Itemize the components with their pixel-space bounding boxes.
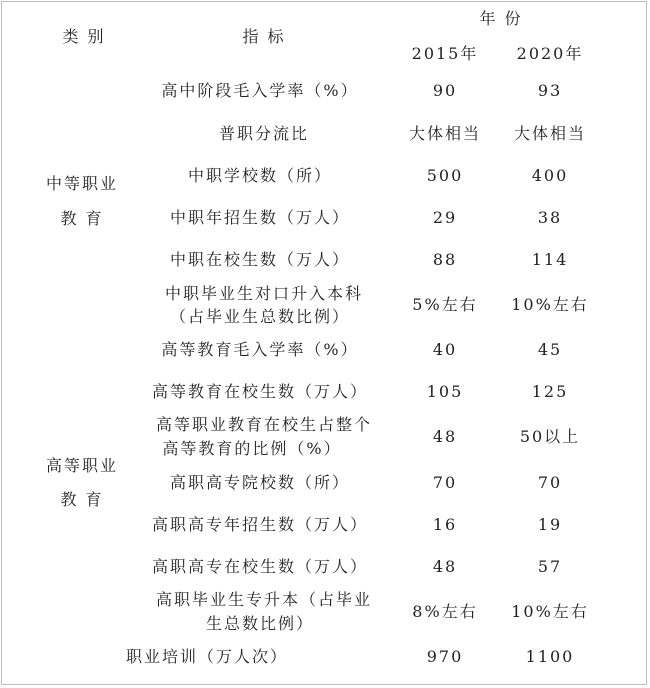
group-label-secondary-line1: 中等职业 [45,174,119,193]
row-value-2015: 48 [432,427,458,446]
row-value-2015: 5%左右 [412,295,478,314]
group-label-higher-line2: 教 育 [60,490,104,509]
row-indicator: 中职年招生数（万人） [169,208,351,227]
group-label-secondary-line2: 教 育 [60,209,104,228]
header-year-group: 年 份 [479,9,523,28]
row-value-2020: 400 [531,166,569,185]
row-value-2015: 29 [432,208,458,227]
row-value-2015: 970 [426,647,464,666]
row-indicator: 普职分流比 [218,124,310,143]
row-indicator: 高职高专年招生数（万人） [151,515,369,534]
row-value-2020: 1100 [525,647,575,666]
row-indicator-line2: 生总数比例） [205,614,315,633]
row-value-2020: 19 [537,515,563,534]
row-value-2020: 10%左右 [511,602,589,621]
row-indicator: 高中阶段毛入学率（%） [161,81,359,100]
row-indicator: 职业培训（万人次） [125,647,289,666]
row-value-2015: 500 [426,166,464,185]
row-value-2020: 10%左右 [511,295,589,314]
row-indicator: 高等教育毛入学率（%） [161,340,359,359]
row-value-2015: 40 [432,340,458,359]
row-value-2020: 70 [537,473,563,492]
table-frame [1,1,647,685]
row-indicator-line2: （占毕业生总数比例） [169,307,351,326]
row-value-2015: 大体相当 [408,124,482,143]
row-value-2020: 57 [537,557,563,576]
row-indicator: 高职高专在校生数（万人） [151,557,369,576]
row-indicator-line1: 中职毕业生对口升入本科 [164,284,364,303]
row-value-2015: 70 [432,473,458,492]
row-value-2015: 8%左右 [412,602,478,621]
row-indicator-line2: 高等教育的比例（%） [162,439,342,458]
row-value-2015: 16 [432,515,458,534]
row-value-2020: 114 [531,250,569,269]
header-indicator: 指 标 [242,27,286,46]
row-value-2020: 93 [537,81,563,100]
row-indicator: 高等教育在校生数（万人） [151,382,369,401]
row-value-2020: 38 [537,208,563,227]
row-value-2020: 50以上 [519,427,581,446]
header-category: 类 别 [62,27,106,46]
row-value-2015: 105 [426,382,464,401]
group-label-higher-line1: 高等职业 [45,456,119,475]
header-year-2020: 2020年 [516,44,584,63]
row-indicator: 高职高专院校数（所） [169,473,351,492]
row-value-2015: 48 [432,557,458,576]
row-indicator-line1: 高等职业教育在校生占整个 [155,415,373,434]
row-value-2015: 90 [432,81,458,100]
row-indicator: 中职在校生数（万人） [169,250,351,269]
header-year-2015: 2015年 [411,44,479,63]
row-value-2020: 大体相当 [513,124,587,143]
row-value-2015: 88 [432,250,458,269]
row-indicator-line1: 高职毕业生专升本（占毕业 [155,590,373,609]
row-value-2020: 45 [537,340,563,359]
row-value-2020: 125 [531,382,569,401]
row-indicator: 中职学校数（所） [187,166,333,185]
